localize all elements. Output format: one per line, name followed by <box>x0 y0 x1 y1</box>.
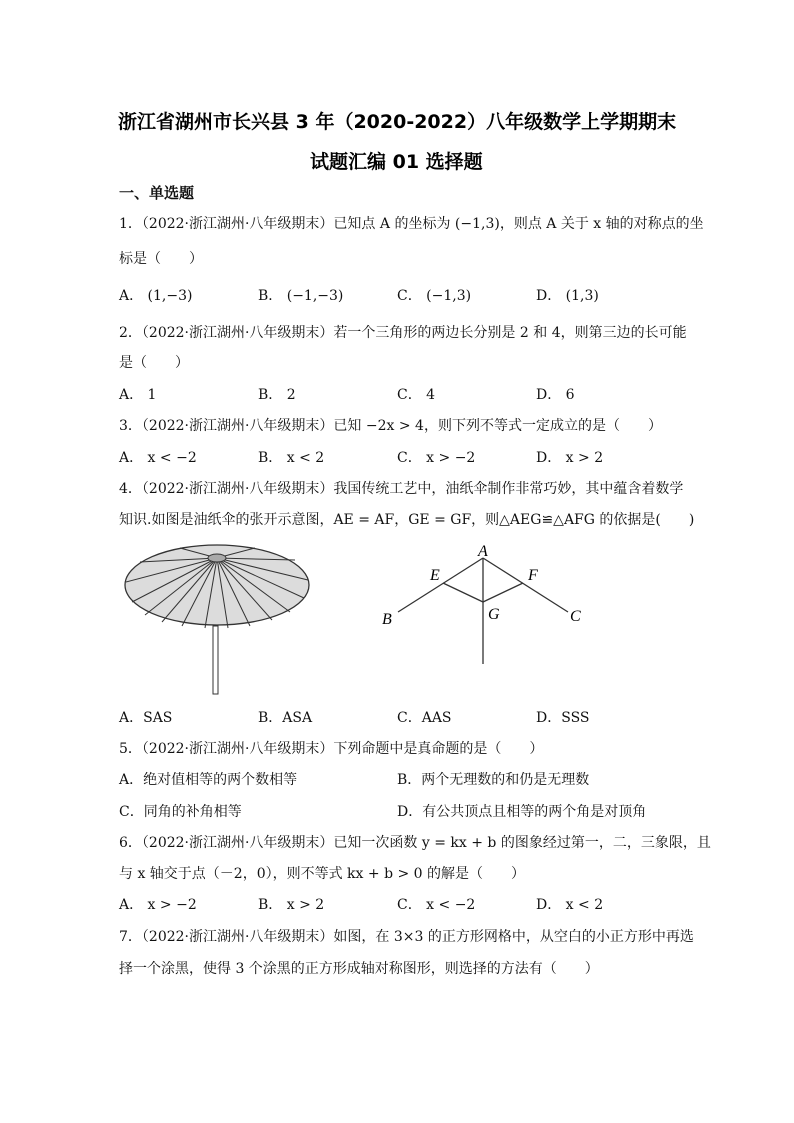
question-5-line1: 5．（2022·浙江湖州·八年级期末）下列命题中是真命题的是（ ） <box>119 741 544 757</box>
label-g: G <box>488 606 500 623</box>
q3-option-c: C． x > −2 <box>397 450 476 466</box>
q1-option-a: A． (1,−3) <box>119 288 193 304</box>
question-3-line1: 3．（2022·浙江湖州·八年级期末）已知 −2x > 4，则下列不等式一定成立的是（ ） <box>119 418 662 434</box>
q2-option-b: B． 2 <box>258 387 296 403</box>
q4-option-d: D．SSS <box>536 710 590 726</box>
q5-option-b: B．两个无理数的和仍是无理数 <box>397 772 590 788</box>
q1-option-d: D． (1,3) <box>536 288 599 304</box>
question-1-line1: 1．（2022·浙江湖州·八年级期末）已知点 A 的坐标为 (−1,3)，则点 A 关于 x 轴的对称点的坐 <box>119 216 704 232</box>
q3-option-b: B． x < 2 <box>258 450 325 466</box>
q4-option-a: A．SAS <box>119 710 173 726</box>
question-7-line2: 择一个涂黑，使得 3 个涂黑的正方形成轴对称图形，则选择的方法有（ ） <box>119 961 599 977</box>
q2-option-d: D． 6 <box>536 387 575 403</box>
q5-option-a: A．绝对值相等的两个数相等 <box>119 772 298 788</box>
q4-option-c: C．AAS <box>397 710 452 726</box>
q6-option-d: D． x < 2 <box>536 897 604 913</box>
question-6-line2: 与 x 轴交于点（－2，0），则不等式 kx + b > 0 的解是（ ） <box>119 866 526 882</box>
oil-paper-umbrella-figure <box>120 540 320 700</box>
q6-option-b: B． x > 2 <box>258 897 325 913</box>
q6-option-a: A． x > −2 <box>119 897 197 913</box>
question-2-line2: 是（ ） <box>119 355 189 371</box>
label-c: C <box>570 608 581 625</box>
q4-option-b: B．ASA <box>258 710 313 726</box>
question-6-line1: 6．（2022·浙江湖州·八年级期末）已知一次函数 y = kx + b 的图象经过第一，二，三象限，且 <box>119 835 711 851</box>
question-2-line1: 2．（2022·浙江湖州·八年级期末）若一个三角形的两边长分别是 2 和 4，则第三边的长可能 <box>119 325 687 341</box>
q3-option-a: A． x < −2 <box>119 450 197 466</box>
question-1-line2: 标是（ ） <box>119 251 203 267</box>
question-7-line1: 7．（2022·浙江湖州·八年级期末）如图，在 3×3 的正方形网格中，从空白的小正方形中再选 <box>119 929 694 945</box>
question-4-line2: 知识.如图是油纸伞的张开示意图，AE = AF，GE = GF，则△AEG≌△AFG 的依据是( ) <box>119 512 695 528</box>
doc-title-line2: 试题汇编 01 选择题 <box>310 151 483 173</box>
label-e: E <box>430 567 440 584</box>
q5-option-c: C．同角的补角相等 <box>119 804 242 820</box>
q2-option-a: A． 1 <box>119 387 157 403</box>
section-heading: 一、单选题 <box>119 184 195 202</box>
q1-option-c: C． (−1,3) <box>397 288 472 304</box>
label-f: F <box>528 567 538 584</box>
q3-option-d: D． x > 2 <box>536 450 604 466</box>
question-4-line1: 4．（2022·浙江湖州·八年级期末）我国传统工艺中，油纸伞制作非常巧妙，其中蕴含着数学 <box>119 481 684 497</box>
q2-option-c: C． 4 <box>397 387 436 403</box>
doc-title-line1: 浙江省湖州市长兴县 3 年（2020-2022）八年级数学上学期期末 <box>118 111 677 133</box>
label-a: A <box>478 543 488 560</box>
geometry-figure-aeg-afg <box>370 540 600 670</box>
q6-option-c: C． x < −2 <box>397 897 476 913</box>
q5-option-d: D．有公共顶点且相等的两个角是对顶角 <box>397 804 647 820</box>
label-b: B <box>382 611 392 628</box>
q1-option-b: B． (−1,−3) <box>258 288 344 304</box>
